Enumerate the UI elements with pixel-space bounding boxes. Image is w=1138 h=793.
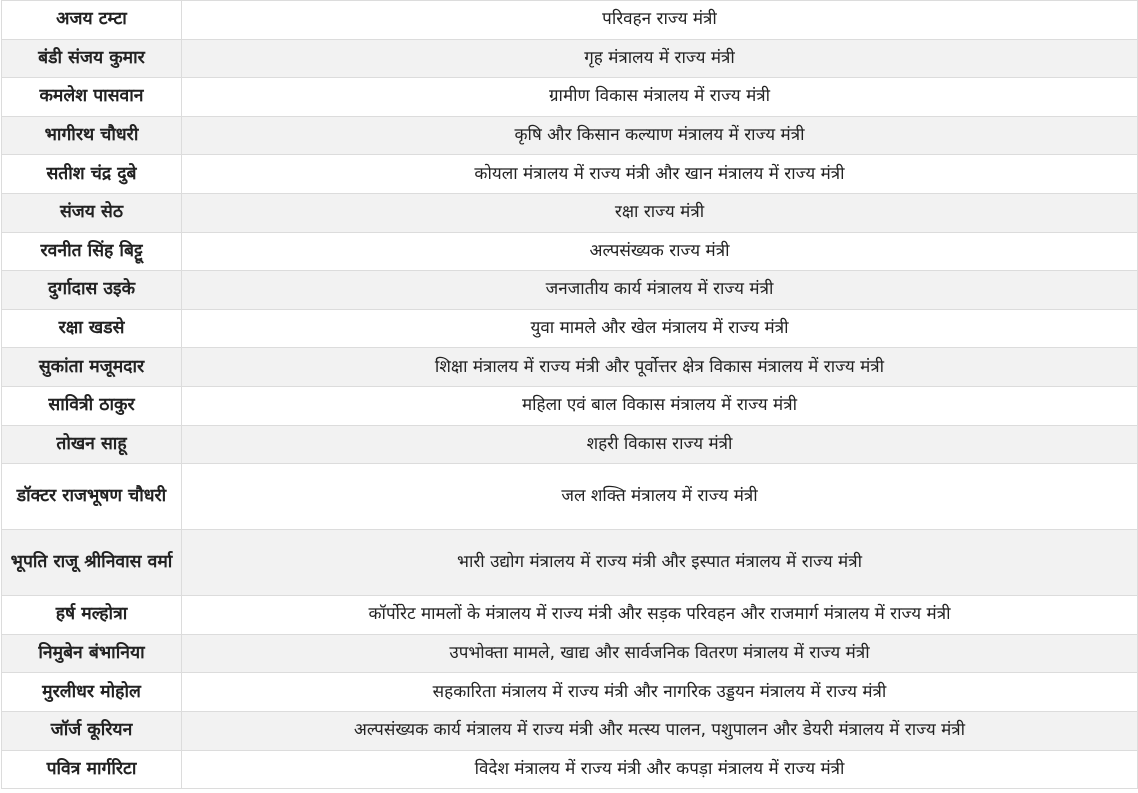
table-row [2, 711, 1138, 750]
minister-name: रवनीत सिंह बिट्टू [2, 232, 182, 271]
minister-name: सुकांता मजूमदार [2, 348, 182, 387]
table-row [2, 425, 1138, 464]
minister-portfolio: उपभोक्ता मामले, खाद्य और सार्वजनिक वितरण मंत्रालय में राज्य मंत्री [182, 634, 1138, 673]
minister-portfolio: जनजातीय कार्य मंत्रालय में राज्य मंत्री [182, 271, 1138, 310]
minister-portfolio: शहरी विकास राज्य मंत्री [182, 425, 1138, 464]
minister-portfolio: कॉर्पोरेट मामलों के मंत्रालय में राज्य मंत्री और सड़क परिवहन और राजमार्ग मंत्रालय में राज्य मंत्री [182, 596, 1138, 635]
minister-portfolio: अल्पसंख्यक कार्य मंत्रालय में राज्य मंत्री और मत्स्य पालन, पशुपालन और डेयरी मंत्रालय में राज्य मंत्री [182, 711, 1138, 750]
table-row [2, 348, 1138, 387]
minister-name: जॉर्ज कूरियन [2, 711, 182, 750]
table-row [2, 1, 1138, 40]
minister-portfolio: भारी उद्योग मंत्रालय में राज्य मंत्री और इस्पात मंत्रालय में राज्य मंत्री [182, 530, 1138, 596]
minister-name: हर्ष मल्होत्रा [2, 596, 182, 635]
minister-name: सतीश चंद्र दुबे [2, 155, 182, 194]
table-row [2, 193, 1138, 232]
minister-name: डॉक्टर राजभूषण चौधरी [2, 464, 182, 530]
minister-name: पवित्र मार्गरिटा [2, 750, 182, 789]
table-row [2, 673, 1138, 712]
minister-name: कमलेश पासवान [2, 78, 182, 117]
minister-name: अजय टम्टा [2, 1, 182, 40]
minister-portfolio: विदेश मंत्रालय में राज्य मंत्री और कपड़ा मंत्रालय में राज्य मंत्री [182, 750, 1138, 789]
minister-name: तोखन साहू [2, 425, 182, 464]
minister-portfolio: शिक्षा मंत्रालय में राज्य मंत्री और पूर्वोत्तर क्षेत्र विकास मंत्रालय में राज्य मंत्री [182, 348, 1138, 387]
minister-portfolio: कृषि और किसान कल्याण मंत्रालय में राज्य मंत्री [182, 116, 1138, 155]
table-row [2, 271, 1138, 310]
table-row [2, 634, 1138, 673]
table-row [2, 596, 1138, 635]
minister-portfolio: परिवहन राज्य मंत्री [182, 1, 1138, 40]
table-row [2, 530, 1138, 596]
table-row [2, 232, 1138, 271]
ministers-table [1, 0, 1138, 789]
minister-portfolio: कोयला मंत्रालय में राज्य मंत्री और खान मंत्रालय में राज्य मंत्री [182, 155, 1138, 194]
minister-name: रक्षा खडसे [2, 309, 182, 348]
ministers-table-body [2, 1, 1138, 789]
table-row [2, 750, 1138, 789]
minister-portfolio: गृह मंत्रालय में राज्य मंत्री [182, 39, 1138, 78]
minister-name: सावित्री ठाकुर [2, 386, 182, 425]
minister-portfolio: ग्रामीण विकास मंत्रालय में राज्य मंत्री [182, 78, 1138, 117]
minister-portfolio: सहकारिता मंत्रालय में राज्य मंत्री और नागरिक उड्डयन मंत्रालय में राज्य मंत्री [182, 673, 1138, 712]
table-row [2, 155, 1138, 194]
minister-name: भागीरथ चौधरी [2, 116, 182, 155]
ministers-table-container [1, 0, 1137, 789]
minister-portfolio: युवा मामले और खेल मंत्रालय में राज्य मंत्री [182, 309, 1138, 348]
minister-name: निमुबेन बंभानिया [2, 634, 182, 673]
minister-name: दुर्गादास उइके [2, 271, 182, 310]
minister-portfolio: अल्पसंख्यक राज्य मंत्री [182, 232, 1138, 271]
minister-name: भूपति राजू श्रीनिवास वर्मा [2, 530, 182, 596]
table-row [2, 116, 1138, 155]
minister-name: संजय सेठ [2, 193, 182, 232]
table-row [2, 39, 1138, 78]
table-row [2, 464, 1138, 530]
minister-name: मुरलीधर मोहोल [2, 673, 182, 712]
table-row [2, 78, 1138, 117]
table-row [2, 309, 1138, 348]
minister-name: बंडी संजय कुमार [2, 39, 182, 78]
minister-portfolio: जल शक्ति मंत्रालय में राज्य मंत्री [182, 464, 1138, 530]
minister-portfolio: महिला एवं बाल विकास मंत्रालय में राज्य मंत्री [182, 386, 1138, 425]
minister-portfolio: रक्षा राज्य मंत्री [182, 193, 1138, 232]
table-row [2, 386, 1138, 425]
